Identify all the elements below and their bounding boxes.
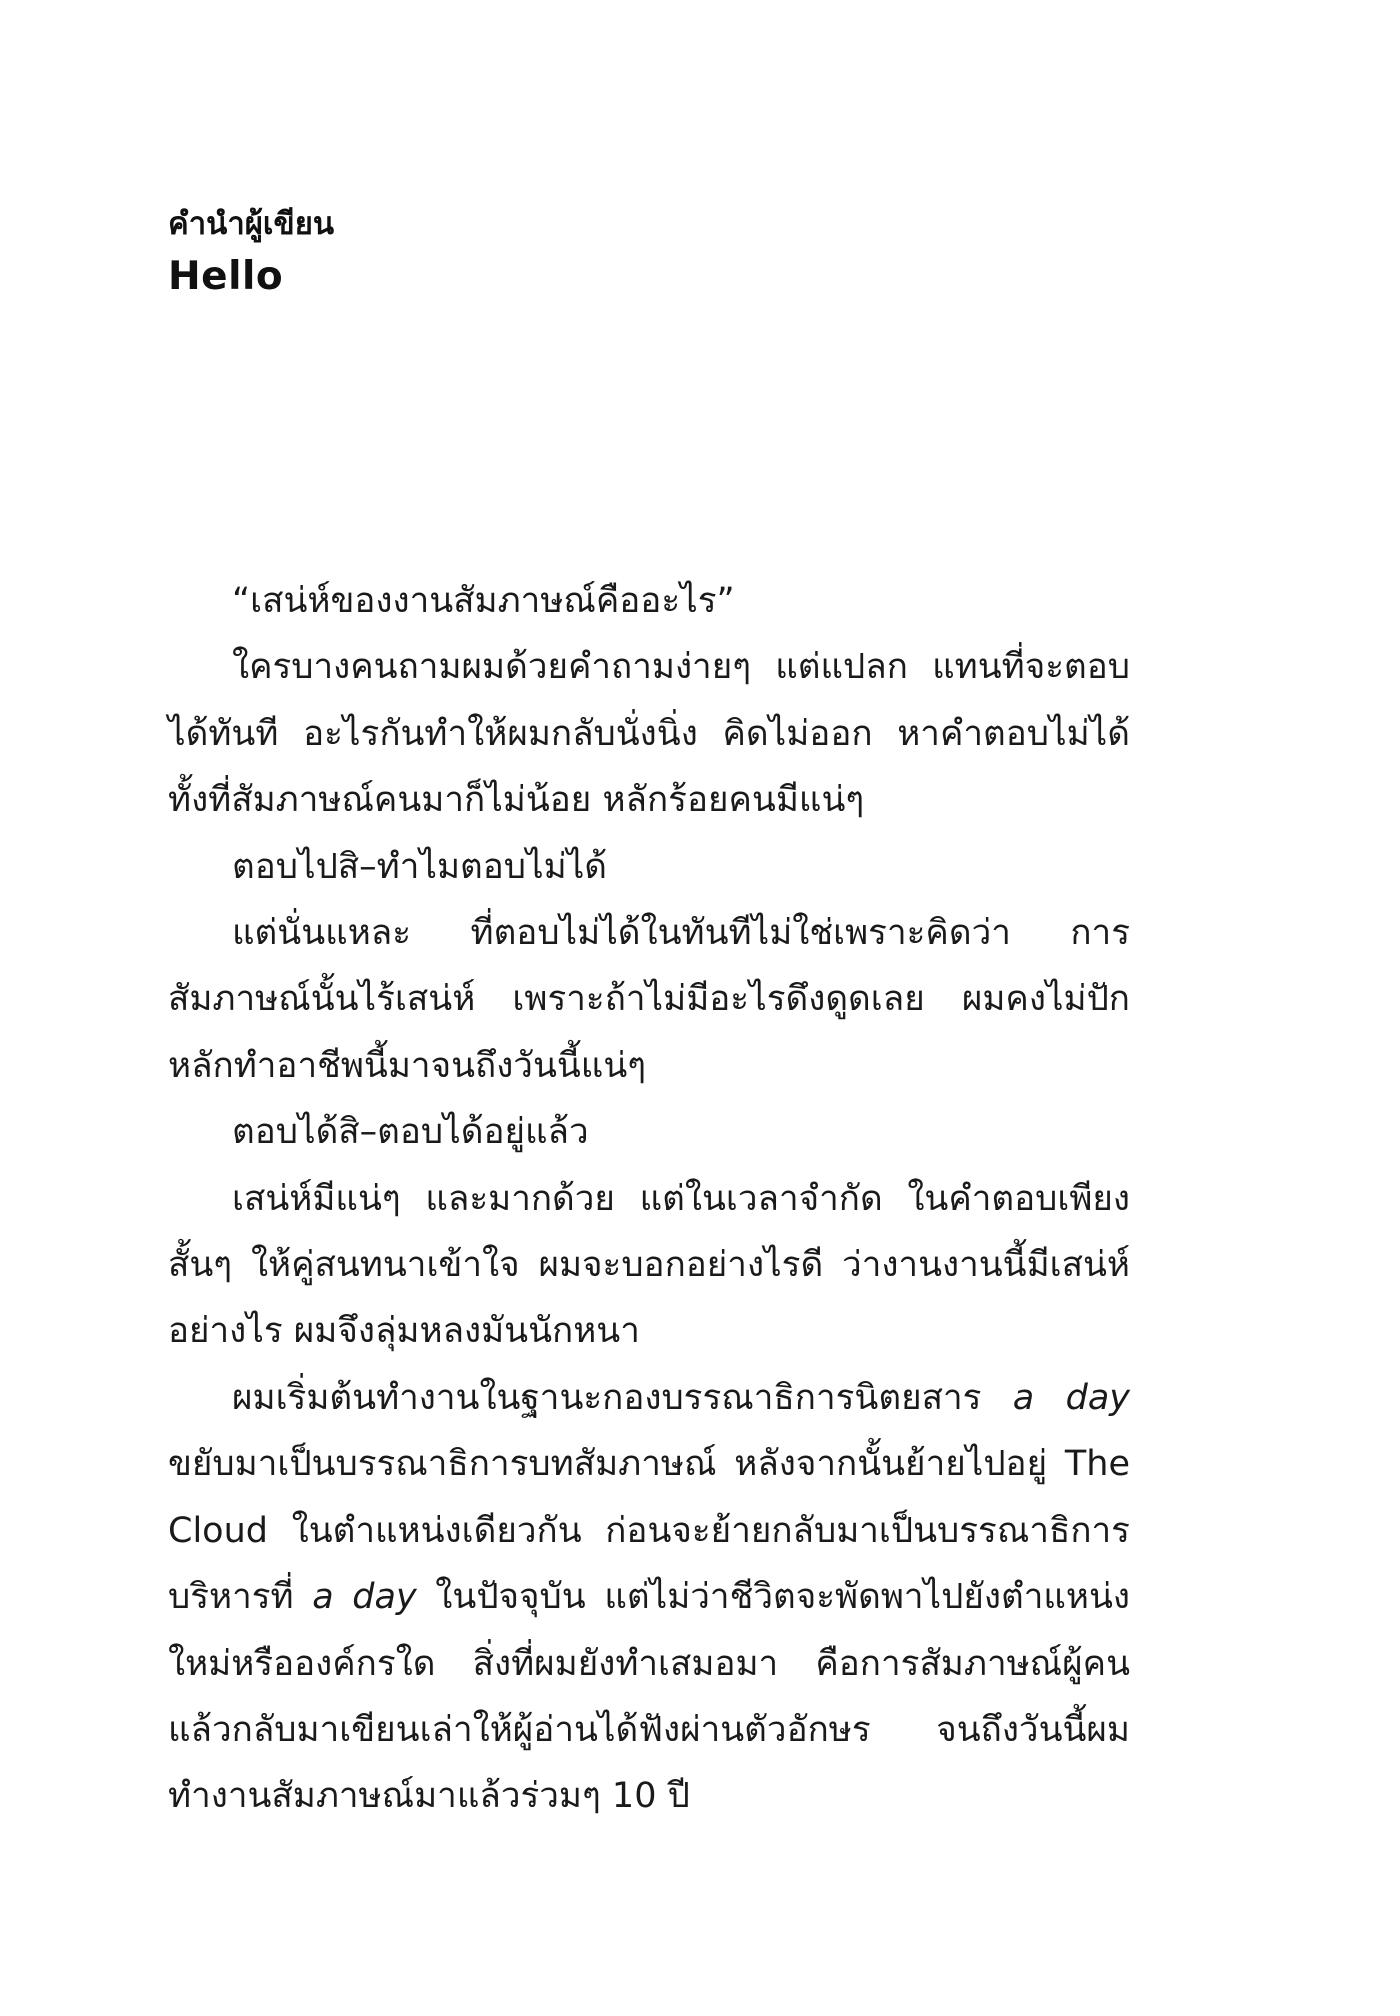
magazine-name: a day — [312, 1577, 417, 1618]
paragraph: ใครบางคนถามผมด้วยคำถามง่ายๆ แต่แปลก แทนที่จะตอบได้ทันที อะไรกันทำให้ผมกลับนั่งนิ่ง คิดไม่ออก หาคำตอบไม่ได้ ทั้งที่สัมภาษณ์คนมาก็ไม่น้อย หลักร้อยคนมีแน่ๆ — [168, 647, 1130, 821]
paragraph: เสน่ห์มีแน่ๆ และมากด้วย แต่ในเวลาจำกัด ในคำตอบเพียงสั้นๆ ให้คู่สนทนาเข้าใจ ผมจะบอกอย่างไรดี ว่างานงานนี้มีเสน่ห์อย่างไร ผมจึงลุ่มหลงมันนักหนา — [168, 1178, 1130, 1352]
chapter-title-thai: คำนำผู้เขียน — [168, 206, 335, 242]
paragraph: ตอบได้สิ–ตอบได้อยู่แล้ว — [232, 1112, 589, 1153]
magazine-name: a day — [1012, 1377, 1130, 1418]
paragraph-text: ในปัจจุบัน แต่ไม่ว่าชีวิตจะพัดพาไปยังตำแหน่งใหม่หรือองค์กรใด สิ่งที่ผมยังทำเสมอมา คือการสัมภาษณ์ผู้คน แล้วกลับมาเขียนเล่าให้ผู้อ่านได้ฟังผ่านตัวอักษร จนถึงวันนี้ผมทำงานสัมภาษณ์มาแล้วร่วมๆ 10 ปี — [168, 1577, 1130, 1817]
chapter-heading — [168, 200, 1168, 306]
paragraph: “เสน่ห์ของงานสัมภาษณ์คืออะไร” — [232, 581, 735, 621]
paragraph-text: ขยับมาเป็นบรรณาธิการบทสัมภาษณ์ หลังจากนั้นย้ายไปอยู่ The Cloud ในตำแหน่งเดียวกัน ก่อนจะย้ายกลับมาเป็นบรรณาธิการบริหารที่ — [168, 1444, 1130, 1618]
paragraph: ตอบไปสิ–ทำไมตอบไม่ได้ — [232, 846, 608, 887]
paragraph-text: ผมเริ่มต้นทำงานในฐานะกองบรรณาธิการนิตยสาร — [232, 1377, 1013, 1418]
paragraph — [168, 1365, 1130, 1830]
body-text — [168, 568, 1130, 1830]
chapter-title-english: Hello — [168, 254, 284, 299]
paragraph: แต่นั่นแหละ ที่ตอบไม่ได้ในทันทีไม่ใช่เพราะคิดว่า การสัมภาษณ์นั้นไร้เสน่ห์ เพราะถ้าไม่มีอะไรดึงดูดเลย ผมคงไม่ปักหลักทำอาชีพนี้มาจนถึงวันนี้แน่ๆ — [168, 913, 1130, 1086]
